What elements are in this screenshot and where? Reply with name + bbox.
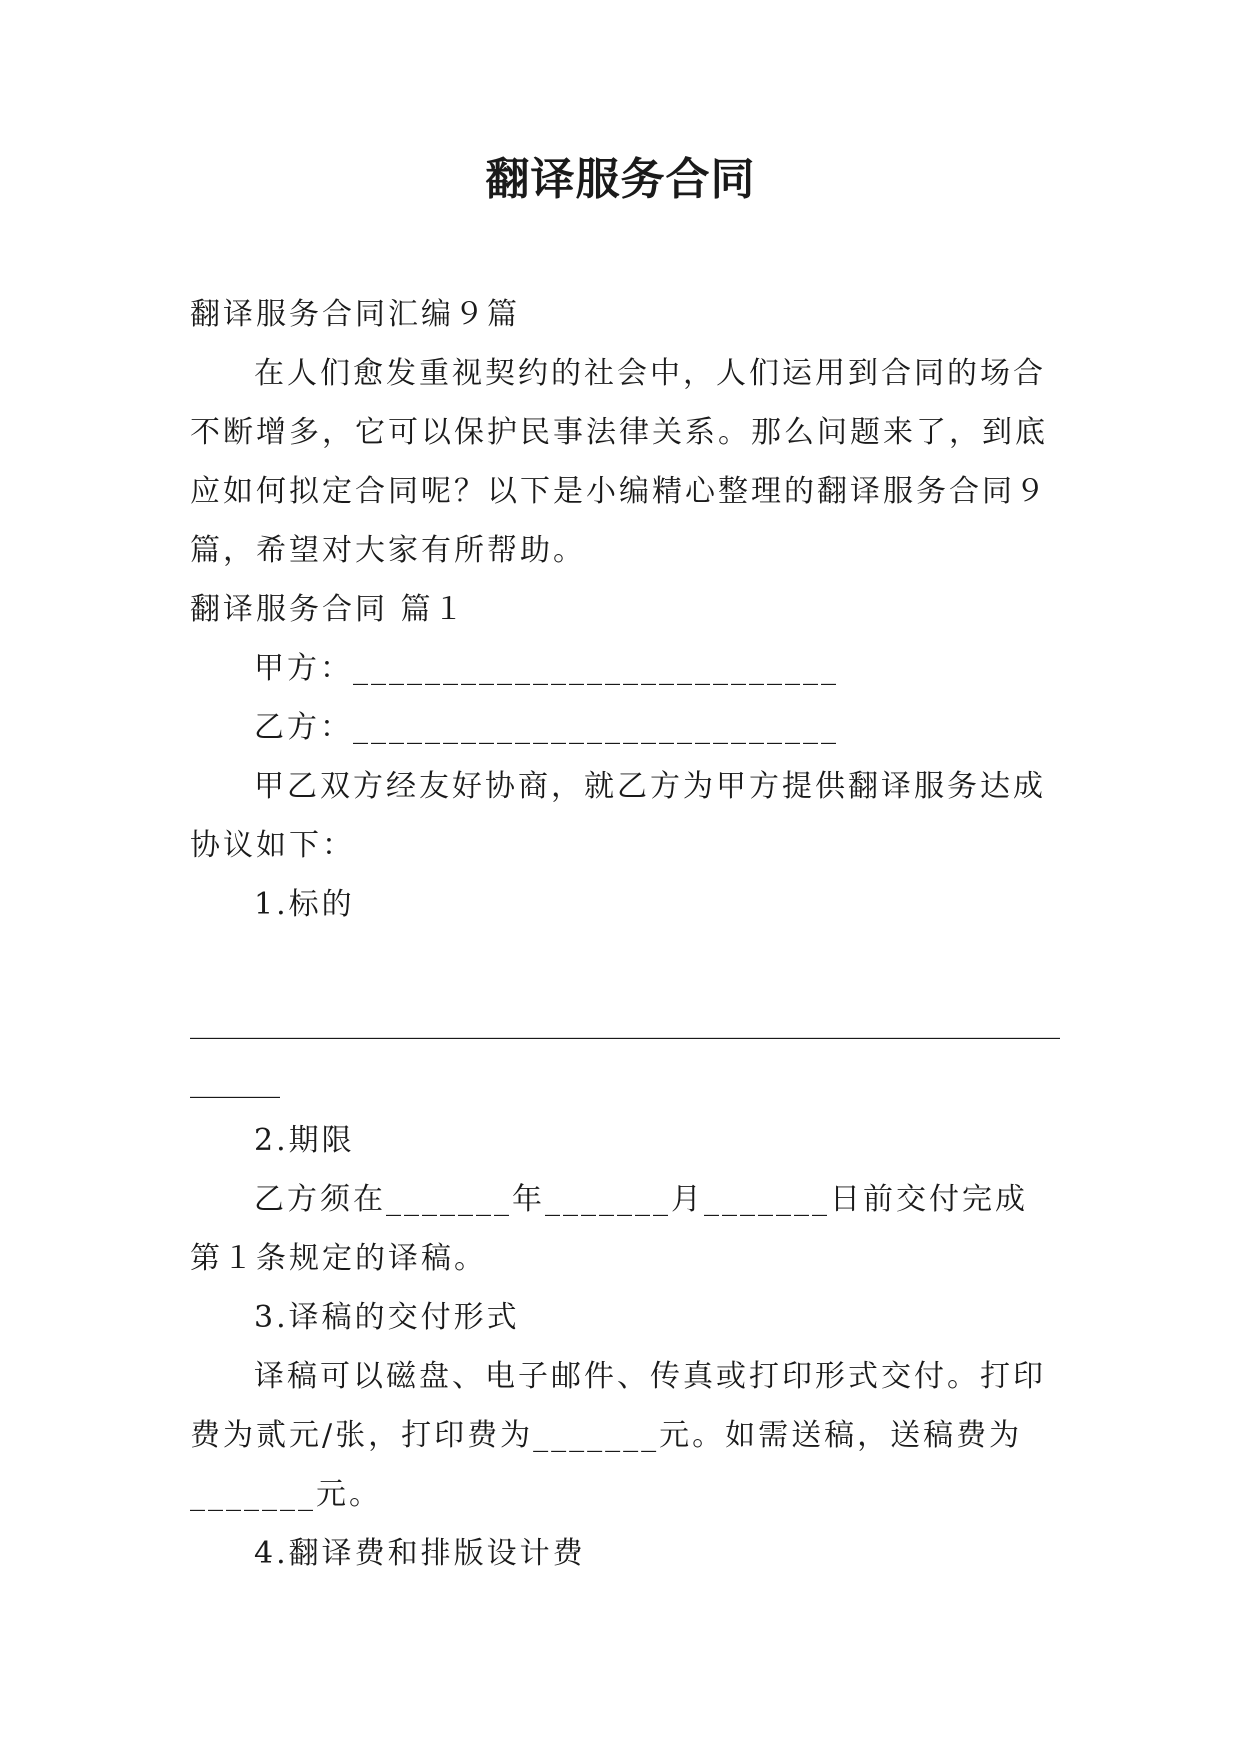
- intro-paragraph: 在人们愈发重视契约的社会中，人们运用到合同的场合不断增多，它可以保护民事法律关系。那么问题来了，到底应如何拟定合同呢？以下是小编精心整理的翻译服务合同９篇，希望对大家有所帮助。: [190, 356, 1048, 568]
- document-body: [190, 285, 1060, 1583]
- party-b-line: 乙方：___________________________: [254, 710, 839, 745]
- subtitle: 翻译服务合同汇编９篇: [190, 297, 520, 332]
- article-heading: 翻译服务合同 篇１: [190, 592, 467, 627]
- section-4-title: 4.翻译费和排版设计费: [254, 1536, 586, 1571]
- blank-spacing: [190, 934, 1060, 993]
- document-title: 翻译服务合同: [485, 154, 756, 205]
- party-a-line: 甲方：___________________________: [254, 651, 839, 686]
- agreement-paragraph: 甲乙双方经友好协商，就乙方为甲方提供翻译服务达成协议如下：: [190, 769, 1046, 863]
- section-1-underline: __________________________________________________________: [190, 1005, 1060, 1040]
- section-3-text: 译稿可以磁盘、电子邮件、传真或打印形式交付。打印费为贰元/张，打印费为_______元。如需送稿，送稿费为_______元。: [190, 1359, 1046, 1512]
- section-2-text: 乙方须在_______年_______月_______日前交付完成第１条规定的译稿。: [190, 1182, 1028, 1276]
- section-2-title: 2.期限: [254, 1123, 355, 1158]
- section-1-underline-continued: ______: [190, 1064, 280, 1099]
- section-3-title: 3.译稿的交付形式: [254, 1300, 520, 1335]
- section-1-title: 1.标的: [254, 887, 355, 922]
